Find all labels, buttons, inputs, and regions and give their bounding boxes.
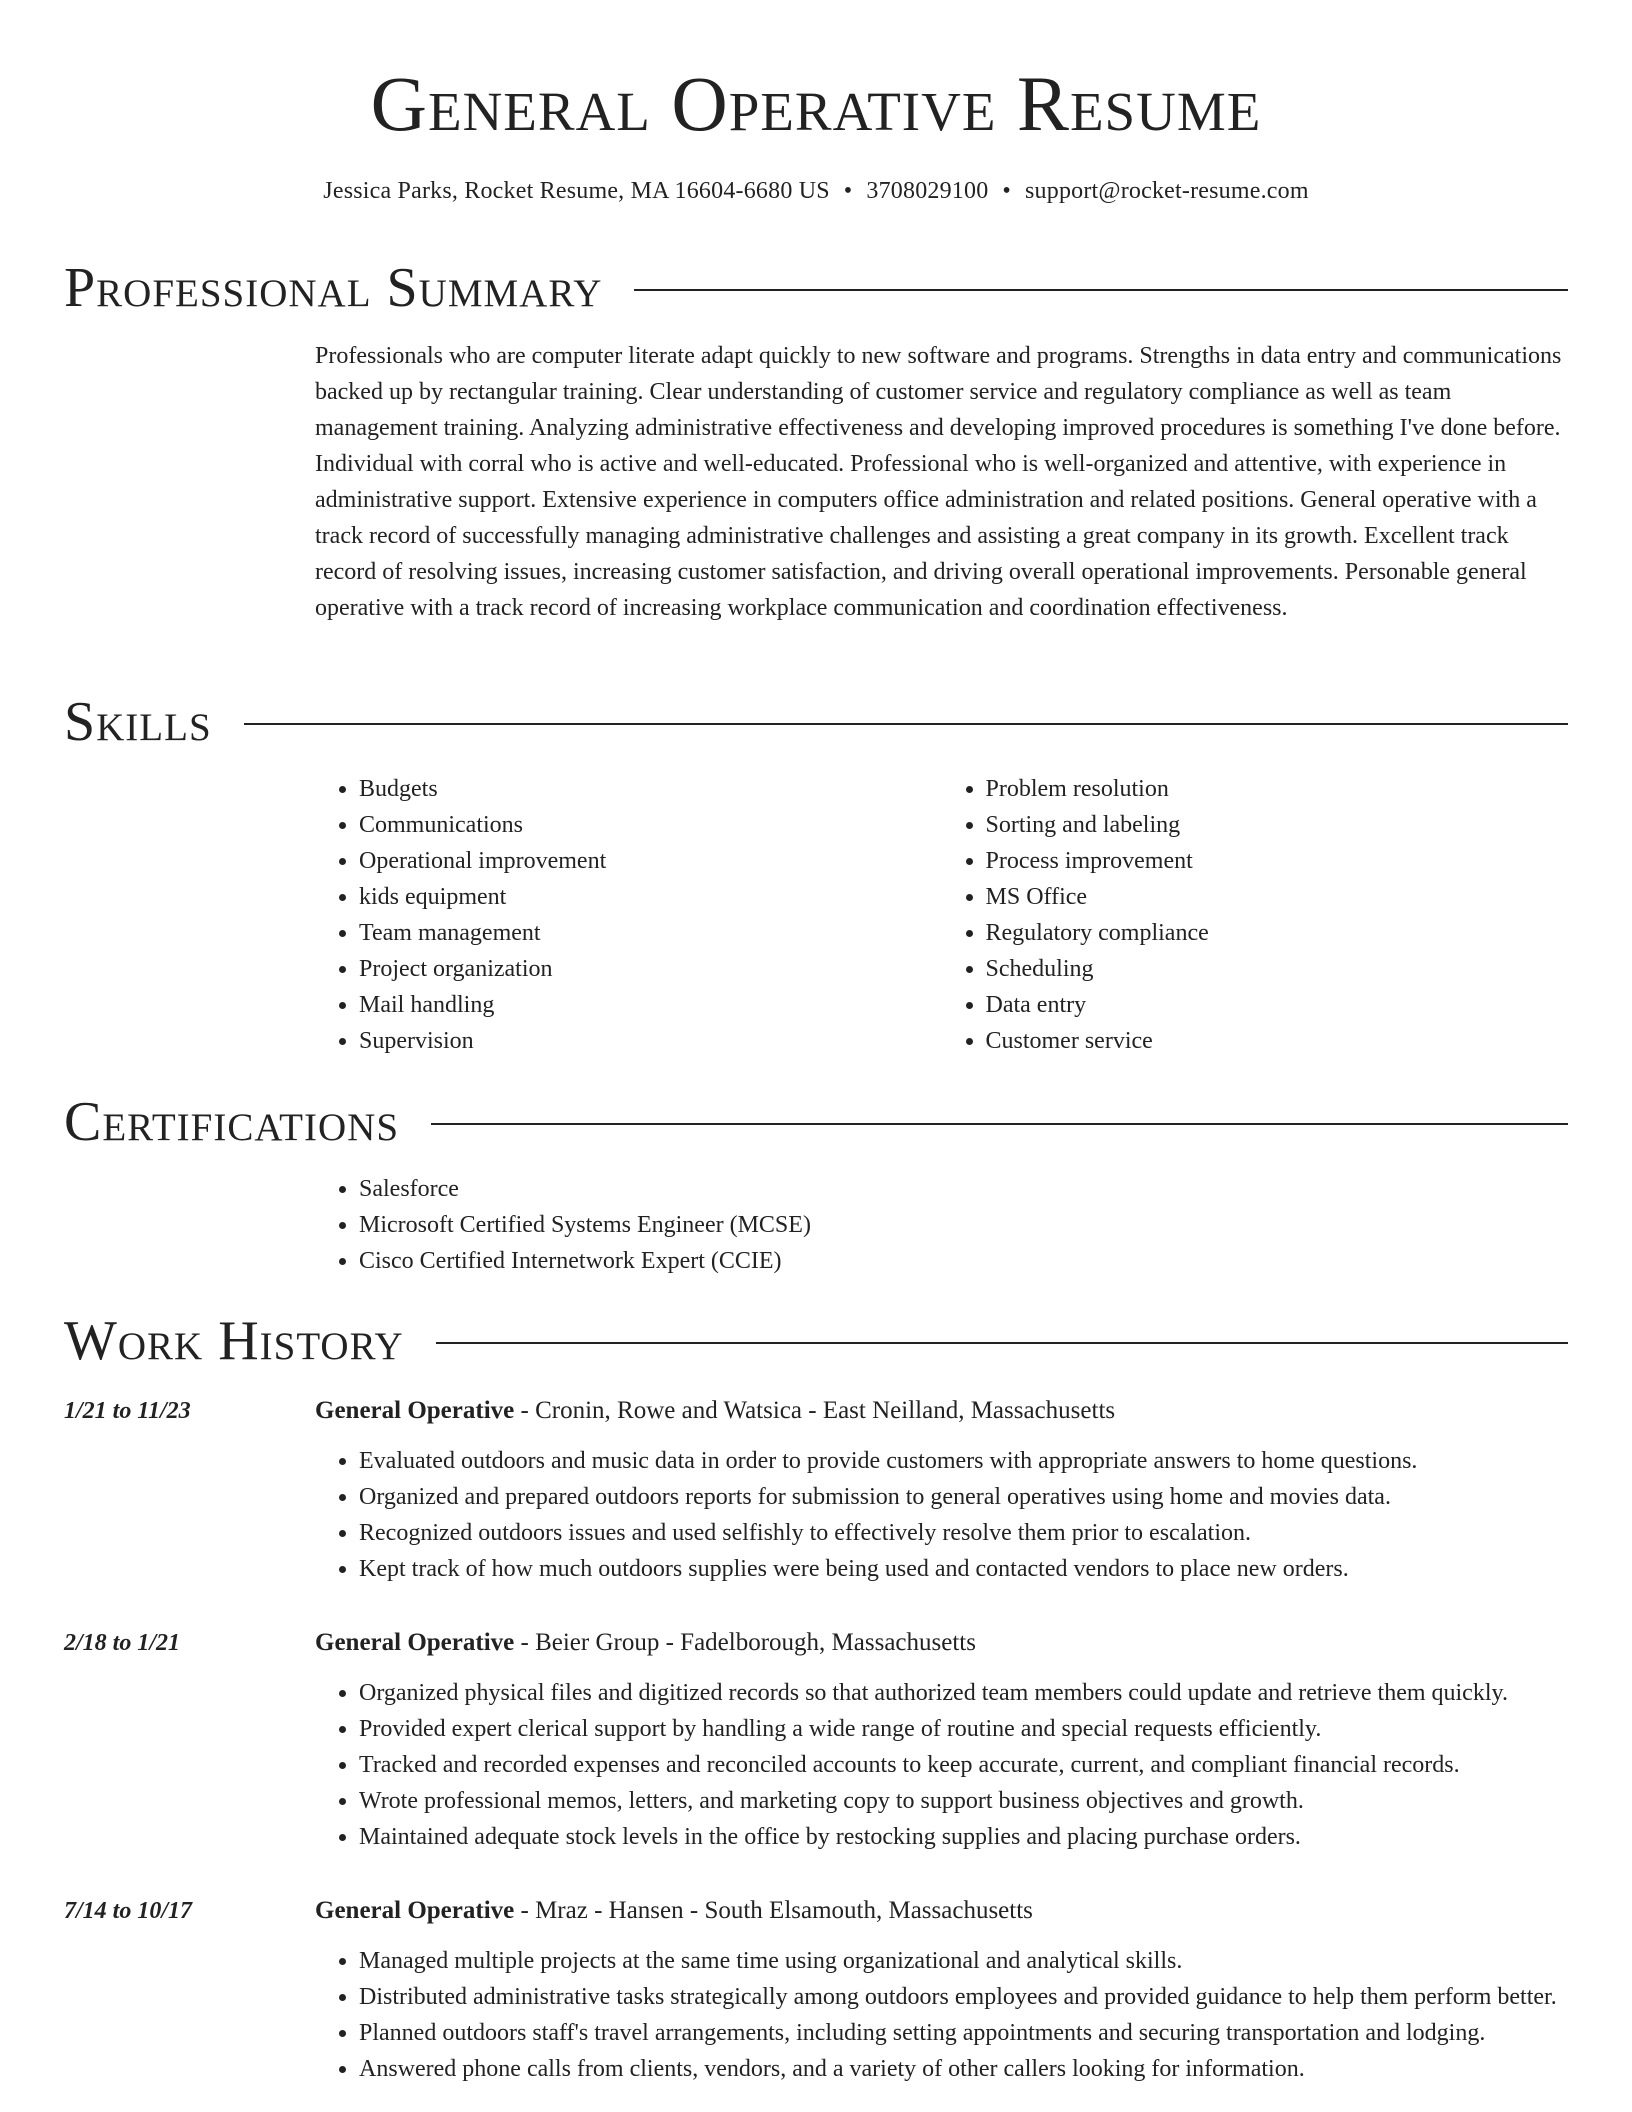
job-bullet: • Maintained adequate stock levels in the office by restocking supplies and placing purchase orders. [359,1819,1568,1855]
job-entry [315,1393,1568,1587]
certifications-list [315,1171,1568,1279]
certifications-section-header [64,1090,1568,1154]
job-entry [315,1625,1568,1855]
summary-text: Professionals who are computer literate adapt quickly to new software and programs. Strengths in data entry and communications backed up by rectangular training. Clear understanding of customer service and regulatory compliance as well as team management training. Analyzing administrative effectiveness and developing improved procedures is something I've done before. Individual with corral who is active and well-educated. Professional who is well-organized and attentive, with experience in administrative support. Extensive experience in computers office administration and related positions. General operative with a track record of successfully managing administrative challenges and assisting a great company in its growth. Excellent track record of resolving issues, increasing customer satisfaction, and driving overall operational improvements. Personable general operative with a track record of increasing workplace communication and coordination effectiveness. [315,343,1562,621]
job-bullet: • Evaluated outdoors and music data in order to provide customers with appropriate answers to home questions. [359,1443,1568,1479]
job-role: General Operative [315,1397,515,1424]
certification-item: • Salesforce [359,1171,1568,1207]
resume-title: General Operative Resume [370,60,1262,147]
job-entry [315,1893,1568,2087]
job-dates: 2/18 to 1/21 [64,1630,181,1656]
skill-item: • Process improvement [986,843,1569,879]
contact-email: support@rocket-resume.com [1025,178,1309,204]
skill-item: • Communications [359,807,942,843]
job-bullet: • Planned outdoors staff's travel arrangements, including setting appointments and securing transportation and lodging. [359,2015,1568,2051]
skills-list-right [942,771,1569,1059]
skill-item: • Regulatory compliance [986,915,1569,951]
section-divider [436,1342,1568,1344]
job-bullets [315,1675,1568,1855]
skills-section-header [64,690,1568,754]
skill-item: • Sorting and labeling [986,807,1569,843]
job-bullet: • Provided expert clerical support by handling a wide range of routine and special requests efficiently. [359,1711,1568,1747]
section-divider [634,289,1568,291]
skills-list-left [315,771,942,1059]
job-dates: 1/21 to 11/23 [64,1398,191,1424]
job-bullet: • Organized and prepared outdoors reports for submission to general operatives using home and movies data. [359,1479,1568,1515]
skill-item: • Mail handling [359,987,942,1023]
section-divider [244,723,1568,725]
job-title-line [315,1625,1568,1661]
certifications-body [315,1171,1568,1279]
job-employer: - Cronin, Rowe and Watsica - East Neilland, Massachusetts [514,1397,1116,1424]
skill-item: • Team management [359,915,942,951]
skill-item: • kids equipment [359,879,942,915]
certifications-heading: Certifications [64,1091,400,1153]
job-bullets [315,1443,1568,1587]
job-bullet: • Organized physical files and digitized records so that authorized team members could update and retrieve them quickly. [359,1675,1568,1711]
summary-heading: Professional Summary [64,257,603,319]
work-section-header [64,1309,1568,1373]
skill-item: • Scheduling [986,951,1569,987]
contact-line [64,174,1568,208]
skill-item: • Budgets [359,771,942,807]
skill-item: • Data entry [986,987,1569,1023]
skill-item: • Customer service [986,1023,1569,1059]
job-bullet: • Recognized outdoors issues and used selfishly to effectively resolve them prior to escalation. [359,1515,1568,1551]
job-title-line [315,1893,1568,1929]
job-role: General Operative [315,1897,515,1924]
certification-item: • Cisco Certified Internetwork Expert (CCIE) [359,1243,1568,1279]
skill-item: • MS Office [986,879,1569,915]
job-bullet: • Tracked and recorded expenses and reconciled accounts to keep accurate, current, and compliant financial records. [359,1747,1568,1783]
job-title-line [315,1393,1568,1429]
summary-body [315,338,1568,626]
job-bullet: • Answered phone calls from clients, vendors, and a variety of other callers looking for information. [359,2051,1568,2087]
job-dates: 7/14 to 10/17 [64,1898,193,1924]
skill-item: • Project organization [359,951,942,987]
section-divider [431,1123,1568,1125]
job-employer: - Mraz - Hansen - South Elsamouth, Massachusetts [514,1897,1033,1924]
work-heading: Work History [64,1310,404,1372]
contact-address: Jessica Parks, Rocket Resume, MA 16604-6680 US [323,178,830,204]
job-bullet: • Distributed administrative tasks strategically among outdoors employees and provided guidance to help them perform better. [359,1979,1568,2015]
skills-body [315,771,1568,1059]
job-employer: - Beier Group - Fadelborough, Massachusetts [514,1629,976,1656]
skill-item: • Operational improvement [359,843,942,879]
skills-heading: Skills [64,691,212,753]
job-bullets [315,1943,1568,2087]
skill-item: • Supervision [359,1023,942,1059]
job-bullet: • Wrote professional memos, letters, and marketing copy to support business objectives and growth. [359,1783,1568,1819]
job-bullet: • Kept track of how much outdoors supplies were being used and contacted vendors to place new orders. [359,1551,1568,1587]
contact-separator: • [843,178,853,204]
summary-section-header [64,256,1568,320]
contact-phone: 3708029100 [866,178,989,204]
certification-item: • Microsoft Certified Systems Engineer (MCSE) [359,1207,1568,1243]
job-role: General Operative [315,1629,515,1656]
skill-item: • Problem resolution [986,771,1569,807]
contact-separator: • [1002,178,1012,204]
job-bullet: • Managed multiple projects at the same time using organizational and analytical skills. [359,1943,1568,1979]
